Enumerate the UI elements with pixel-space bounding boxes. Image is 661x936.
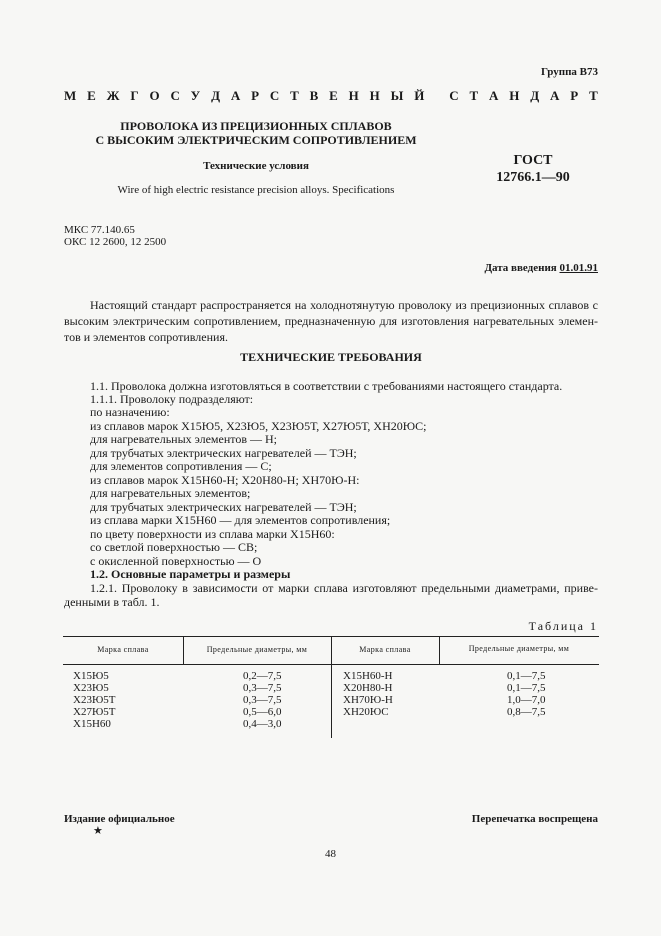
banner-letter: Т [589, 88, 598, 103]
banner-letter: Н [348, 88, 359, 103]
table-header-diameter: Предельные диаметры, мм [468, 644, 570, 653]
banner-word-gap [435, 88, 438, 104]
official-edition-label: Издание официальное [64, 813, 175, 825]
document-title-line1: ПРОВОЛОКА ИЗ ПРЕЦИЗИОННЫХ СПЛАВОВ [120, 119, 392, 133]
table-header-diameter: Предельные диаметры, мм [206, 645, 308, 654]
banner-letter: Р [251, 88, 260, 103]
table-cell-diameter: 0,4—3,0 [243, 718, 282, 730]
banner-letter: Р [570, 88, 579, 103]
banner-letter: Е [329, 88, 338, 103]
alloy-diameter-table [63, 636, 599, 738]
banner-letter: Е [87, 88, 96, 103]
table-cell-alloy: Х23Ю5 [73, 682, 109, 694]
table-header-alloy: Марка сплава [97, 645, 149, 654]
intro-line: высоким электрическим сопротивлением, предназначенную для изготовления нагревательных элемен- [64, 314, 598, 328]
requirement-line: из сплавов марок Х15Ю5, Х23Ю5, Х23Ю5Т, Х27Ю5Т, ХН20ЮС; [90, 419, 427, 433]
table-header-alloy: Марка сплава [359, 645, 411, 654]
section-title: ТЕХНИЧЕСКИЕ ТРЕБОВАНИЯ [240, 350, 422, 364]
requirement-line: со светлой поверхностью — СВ; [90, 540, 258, 554]
table-cell-diameter: 1,0—7,0 [507, 694, 546, 706]
date-label: Дата введения [484, 262, 560, 274]
banner-letter: У [190, 88, 201, 103]
banner-letter: С [269, 88, 280, 103]
banner-letter: Й [414, 88, 425, 103]
banner-letter: Г [130, 88, 139, 103]
requirement-line: с окисленной поверхностью — О [90, 554, 262, 568]
requirement-line: 1.1. Проволока должна изготовляться в соответствии с требованиями настоящего стандарта. [90, 379, 563, 393]
table-cell-alloy: Х15Н60 [73, 718, 111, 730]
requirement-line: по цвету поверхности из сплава марки Х15Н60: [90, 527, 335, 541]
banner-letter: Н [369, 88, 380, 103]
banner-letter: Д [211, 88, 221, 103]
date-value: 01.01.91 [559, 262, 598, 274]
star-icon: ★ [93, 825, 103, 837]
gost-number: 12766.1—90 [496, 170, 570, 185]
oks-code: ОКС 12 2600, 12 2500 [64, 236, 167, 248]
requirement-line: для нагревательных элементов — Н; [90, 432, 277, 446]
banner-letter: О [149, 88, 160, 103]
subsection-title: 1.2. Основные параметры и размеры [90, 567, 291, 581]
table-cell-diameter: 0,2—7,5 [243, 670, 282, 682]
reprint-prohibited-label: Перепечатка воспрещена [471, 813, 598, 825]
banner-letter: Ы [390, 88, 404, 103]
table-cell-alloy: Х15Н60-Н [343, 670, 393, 682]
paragraph-line: денными в табл. 1. [64, 595, 160, 609]
requirement-line: из сплавов марок Х15Н60-Н; Х20Н80-Н; ХН70Ю-Н: [90, 473, 360, 487]
paragraph-line: 1.2.1. Проволоку в зависимости от марки сплава изготовляют предельными диаметрами, приве- [90, 581, 598, 595]
requirement-line: для нагревательных элементов; [90, 486, 251, 500]
table-cell-diameter: 0,3—7,5 [243, 694, 282, 706]
requirement-line: для элементов сопротивления — С; [90, 459, 272, 473]
intro-line: Настоящий стандарт распространяется на холоднотянутую проволоку из прецизионных сплавов с [90, 298, 598, 312]
gost-label: ГОСТ [513, 153, 553, 168]
banner-letter: М [64, 88, 77, 103]
table-cell-alloy: Х20Н80-Н [343, 682, 393, 694]
table-cell-diameter: 0,5—6,0 [243, 706, 282, 718]
introduction-date [484, 262, 598, 274]
banner-letter: С [449, 88, 459, 103]
requirement-line: для трубчатых электрических нагревателей — ТЭН; [90, 500, 357, 514]
table-cell-diameter: 0,3—7,5 [243, 682, 282, 694]
banner-letter: Т [290, 88, 299, 103]
intro-line: тов и элементов сопротивления. [64, 330, 228, 344]
banner-letter: Н [509, 88, 520, 103]
banner-letter: А [489, 88, 499, 103]
document-title-line2: С ВЫСОКИМ ЭЛЕКТРИЧЕСКИМ СОПРОТИВЛЕНИЕМ [95, 133, 417, 147]
table-cell-alloy: ХН20ЮС [343, 706, 389, 718]
banner-letter: Т [469, 88, 479, 103]
requirement-line: из сплава марки Х15Н60 — для элементов сопротивления; [90, 513, 391, 527]
table-caption: Таблица 1 [528, 619, 598, 633]
mks-code: МКС 77.140.65 [64, 224, 135, 236]
requirement-line: 1.1.1. Проволоку подразделяют: [90, 392, 254, 406]
banner-letter: В [309, 88, 319, 103]
table-cell-alloy: Х23Ю5Т [73, 694, 116, 706]
requirement-line: по назначению: [90, 405, 170, 419]
requirement-line: для трубчатых электрических нагревателей — ТЭН; [90, 446, 357, 460]
standard-banner [64, 88, 598, 104]
banner-letter: Д [530, 88, 540, 103]
table-cell-diameter: 0,1—7,5 [507, 682, 546, 694]
english-title: Wire of high electric resistance precision alloys. Specifications [117, 184, 395, 196]
table-cell-diameter: 0,8—7,5 [507, 706, 546, 718]
table-cell-diameter: 0,1—7,5 [507, 670, 546, 682]
table-cell-alloy: Х15Ю5 [73, 670, 109, 682]
banner-letter: Ж [106, 88, 120, 103]
table-cell-alloy: ХН70Ю-Н [343, 694, 393, 706]
banner-letter: С [170, 88, 180, 103]
document-subtitle: Технические условия [203, 160, 309, 172]
banner-letter: А [550, 88, 560, 103]
banner-letter: А [230, 88, 241, 103]
group-label: Группа В73 [540, 66, 598, 78]
table-cell-alloy: Х27Ю5Т [73, 706, 116, 718]
page-number: 48 [325, 848, 336, 860]
